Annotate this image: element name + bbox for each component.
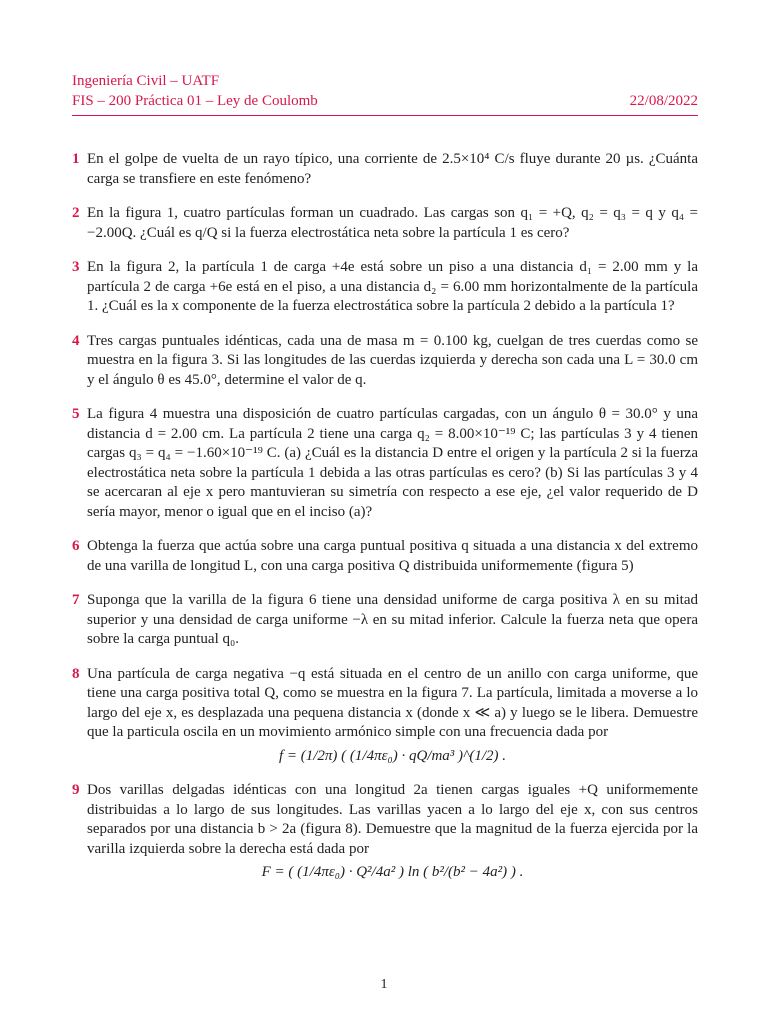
problem-7 — [72, 591, 698, 650]
date: 22/08/2022 — [629, 93, 698, 109]
problem-3 — [72, 258, 698, 317]
problem-6 — [72, 537, 698, 576]
subject-title: FIS – 200 Práctica 01 – Ley de Coulomb — [72, 93, 318, 109]
problem-number: 5 — [72, 406, 80, 422]
page-number: 1 — [380, 977, 388, 992]
force-formula: F = ( (1/4πε₀) · Q²/4a² ) ln ( b²/(b² − 4a²) ) . — [261, 864, 524, 880]
problem-text: En la figura 2, la partícula 1 de carga +4e está sobre un piso a una distancia d₁ = 2.00 mm y la partícula 2 de carga +6e está en el piso, a una distancia d₂ = 6.00 mm horizontalmente de la partícula 1. ¿Cuál es la x componente de la fuerza electrostática sobre la partícula 2 debido a la partícula 1? — [87, 259, 698, 314]
problem-8 — [72, 665, 698, 767]
problem-number: 9 — [72, 782, 80, 798]
problem-number: 8 — [72, 665, 80, 682]
problem-text: En el golpe de vuelta de un rayo típico, una corriente de 2.5×10⁴ C/s fluye durante 20 µs. ¿Cuánta carga se transfiere en este fenómeno? — [87, 151, 698, 187]
problem-1 — [72, 150, 698, 189]
problem-text: Dos varillas delgadas idénticas con una longitud 2a tienen cargas iguales +Q uniformemente distribuidas a lo largo de sus longitudes. Las varillas yacen a lo largo del eje x, con sus centros separados por una distancia b > 2a (figura 8). Demuestre que la magnitud de la fuerza ejercida por la varilla izquierda sobre la derecha está dada por — [87, 782, 698, 857]
problem-text: Obtenga la fuerza que actúa sobre una carga puntual positiva q situada a una distancia x del extremo de una varilla de longitud L, con una carga positiva Q distribuida uniformemente (figura 5) — [87, 538, 698, 574]
frequency-formula: f = (1/2π) ( (1/4πε₀) · qQ/ma³ )^(1/2) . — [278, 747, 507, 764]
problem-text: En la figura 1, cuatro partículas forman un cuadrado. Las cargas son q₁ = +Q, q₂ = q₃ = q y q₄ = −2.00Q. ¿Cuál es q/Q si la fuerza electrostática neta sobre la partícula 1 es cero? — [87, 205, 698, 241]
problem-4 — [72, 332, 698, 391]
problem-number: 6 — [72, 538, 80, 554]
problem-2 — [72, 204, 698, 243]
problem-number: 1 — [72, 151, 80, 167]
problem-text: Suponga que la varilla de la figura 6 tiene una densidad uniforme de carga positiva λ en su mitad superior y una densidad de carga uniforme −λ en su mitad inferior. Calcule la fuerza neta que opera sobre la carga puntual q₀. — [87, 592, 698, 647]
problem-list — [72, 150, 698, 898]
problem-text: Tres cargas puntuales idénticas, cada una de masa m = 0.100 kg, cuelgan de tres cuerdas como se muestra en la figura 3. Si las longitudes de las cuerdas izquierda y derecha son cada una L = 30.0 cm y el ángulo θ es 45.0°, determine el valor de q. — [87, 332, 698, 388]
problem-text: La figura 4 muestra una disposición de cuatro partículas cargadas, con un ángulo θ = 30.0° y una distancia d = 2.00 cm. La partícula 2 tiene una carga q₂ = 8.00×10⁻¹⁹ C; las partículas 3 y 4 tienen cargas q₃ = q₄ = −1.60×10⁻¹⁹ C. (a) ¿Cuál es la distancia D entre el origen y la partícula 2 si la fuerza electrostática neta sobre la partícula 1 debida a las otras partículas es cero? (b) Si las partículas 3 y 4 se acercaran al eje x pero mantuvieran su simetría con respecto a ese eje, ¿el valor requerido de D sería mayor, menor o igual que en el inciso (a)? — [87, 406, 698, 520]
problem-number: 7 — [72, 592, 80, 608]
problem-number: 2 — [72, 205, 80, 221]
problem-number: 3 — [72, 259, 80, 275]
header-rule — [72, 115, 698, 116]
header-line — [72, 93, 698, 110]
problem-text: Una partícula de carga negativa −q está situada en el centro de un anillo con carga uniforme, que tiene una carga positiva total Q, como se muestra en la figura 7. La partícula, limitada a moverse a lo largo del eje x, es desplazada una pequena distancia x (donde x ≪ a) y luego se le libera. Demuestre que la particula oscila en un movimiento armónico simple con una frecuencia dada por — [87, 665, 698, 740]
course-title: Ingeniería Civil – UATF — [72, 73, 220, 89]
problem-5 — [72, 405, 698, 522]
problem-9 — [72, 781, 698, 883]
problem-number: 4 — [72, 332, 80, 349]
